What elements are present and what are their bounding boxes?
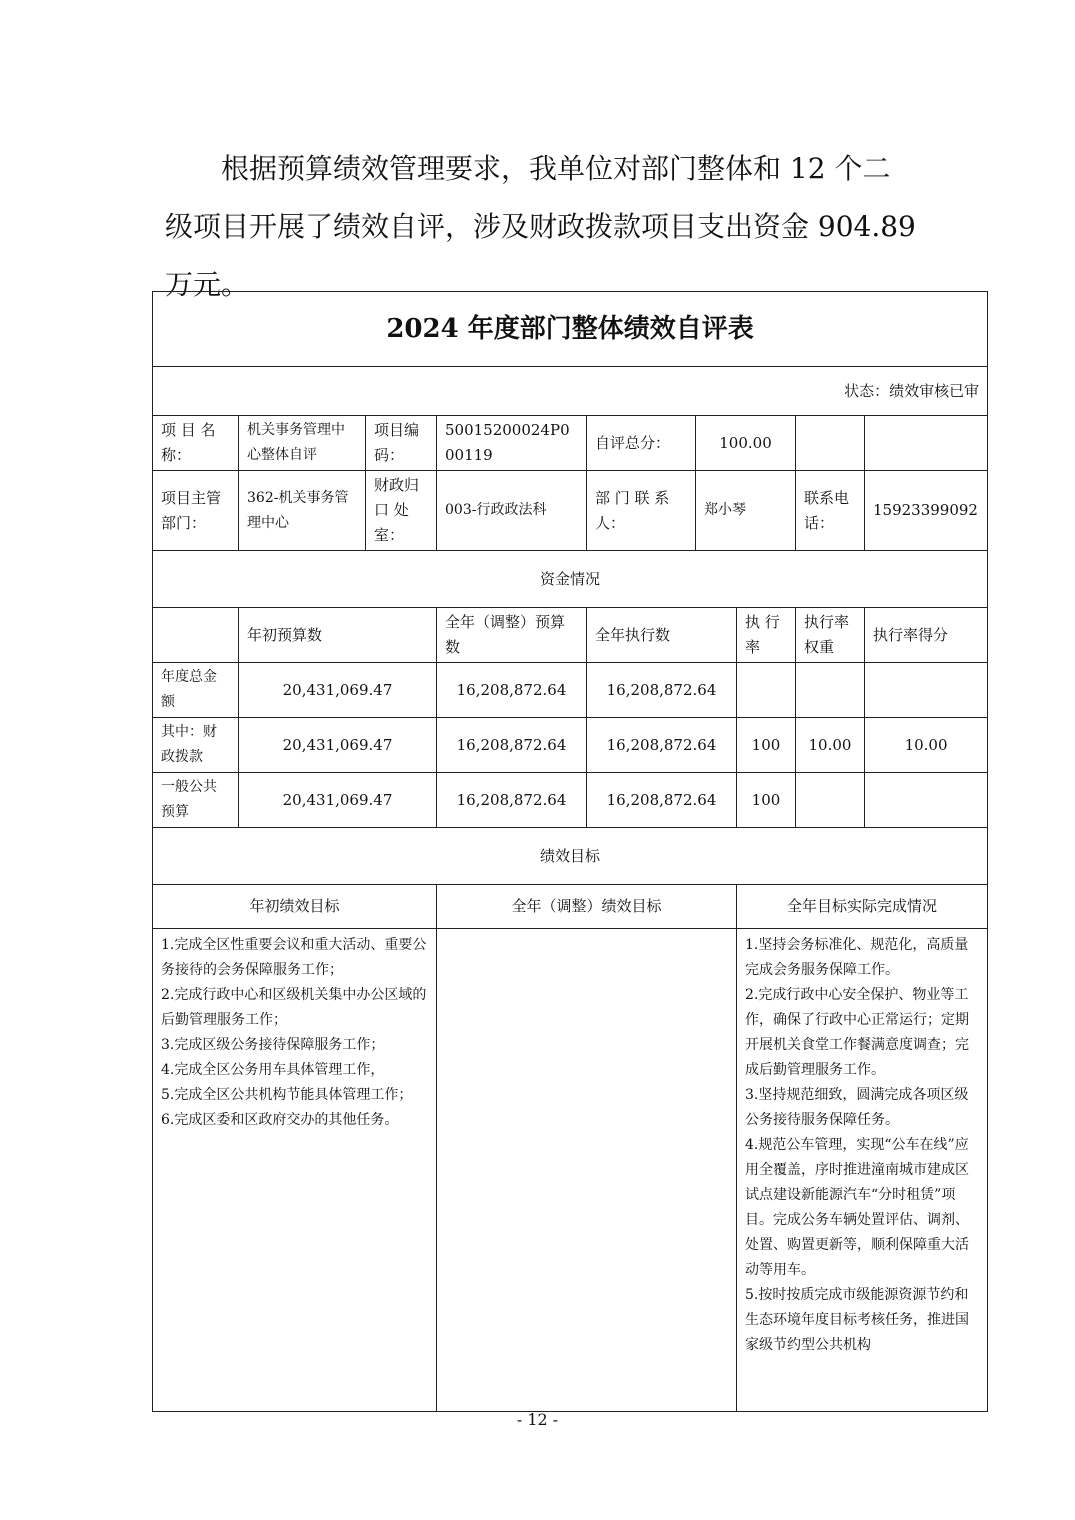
- dept-label: 项目主管部门：: [153, 471, 239, 551]
- project-code-label: 项目编码：: [366, 416, 437, 471]
- budget-executed: 16,208,872.64: [587, 718, 737, 773]
- perf-adjusted-goals: [437, 929, 737, 1412]
- execution-rate: 100: [737, 718, 796, 773]
- list-item: 4.规范公车管理，实现“公车在线”应用全覆盖，序时推进潼南城市建成区试点建设新能源汽车“分时租赁”项目。完成公务车辆处置评估、调剂、处置、购置更新等，顺利保障重大活动等用车。: [745, 1137, 969, 1278]
- table-title: 2024 年度部门整体绩效自评表: [153, 292, 988, 367]
- project-name-label: 项 目 名称：: [153, 416, 239, 471]
- perf-header-adjusted: 全年（调整）绩效目标: [437, 885, 737, 929]
- table-row: [153, 773, 988, 828]
- execution-rate: [737, 663, 796, 718]
- rate-weight: [796, 663, 865, 718]
- contact-label: 部 门 联 系人：: [587, 471, 696, 551]
- perf-actual-completion: [737, 929, 988, 1412]
- intro-line-1: 根据预算绩效管理要求，我单位对部门整体和 12 个二: [221, 152, 891, 185]
- list-item: 1.完成全区性重要会议和重大活动、重要公务接待的会务保障服务工作；: [161, 937, 427, 978]
- status-text: 状态：绩效审核已审: [153, 367, 988, 416]
- funds-header: 全年执行数: [587, 608, 737, 663]
- funds-header: [153, 608, 239, 663]
- list-item: 1.坚持会务标准化、规范化，高质量完成会务服务保障工作。: [745, 937, 969, 978]
- table-row: [153, 663, 988, 718]
- row-label: 年度总金额: [153, 663, 239, 718]
- budget-initial: 20,431,069.47: [239, 663, 437, 718]
- empty-cell: [865, 416, 988, 471]
- project-code-value: 50015200024P000119: [437, 416, 587, 471]
- rate-score: 10.00: [865, 718, 988, 773]
- row-label: 其中：财政拨款: [153, 718, 239, 773]
- empty-cell: [796, 416, 865, 471]
- list-item: 5.按时按质完成市级能源资源节约和生态环境年度目标考核任务，推进国家级节约型公共机构: [745, 1287, 969, 1353]
- contact-value: 郑小琴: [696, 471, 796, 551]
- budget-initial: 20,431,069.47: [239, 773, 437, 828]
- dept-value: 362-机关事务管理中心: [239, 471, 366, 551]
- row-label: 一般公共预算: [153, 773, 239, 828]
- list-item: 4.完成全区公务用车具体管理工作，: [161, 1062, 385, 1078]
- funds-header: 全年（调整）预算数: [437, 608, 587, 663]
- score-label: 自评总分：: [587, 416, 696, 471]
- perf-initial-goals: [153, 929, 437, 1412]
- table-row: [153, 718, 988, 773]
- phone-value: 15923399092: [865, 471, 988, 551]
- perf-header-actual: 全年目标实际完成情况: [737, 885, 988, 929]
- finance-label: 财政归口 处室：: [366, 471, 437, 551]
- funds-header: 执行率权重: [796, 608, 865, 663]
- project-name-value: 机关事务管理中心整体自评: [239, 416, 366, 471]
- page-number: - 12 -: [516, 1410, 559, 1429]
- funds-header: 年初预算数: [239, 608, 437, 663]
- list-item: 3.坚持规范细致，圆满完成各项区级公务接待服务保障任务。: [745, 1087, 969, 1128]
- list-item: 3.完成区级公务接待保障服务工作；: [161, 1037, 385, 1053]
- list-item: 6.完成区委和区政府交办的其他任务。: [161, 1112, 399, 1128]
- rate-weight: [796, 773, 865, 828]
- self-evaluation-table: [152, 291, 988, 1412]
- budget-adjusted: 16,208,872.64: [437, 718, 587, 773]
- budget-initial: 20,431,069.47: [239, 718, 437, 773]
- budget-adjusted: 16,208,872.64: [437, 773, 587, 828]
- intro-line-2: 级项目开展了绩效自评，涉及财政拨款项目支出资金 904.89: [165, 210, 916, 243]
- rate-score: [865, 663, 988, 718]
- phone-label: 联系电话：: [796, 471, 865, 551]
- list-item: 2.完成行政中心和区级机关集中办公区域的后勤管理服务工作；: [161, 987, 427, 1028]
- funds-header: 执 行率: [737, 608, 796, 663]
- score-value: 100.00: [696, 416, 796, 471]
- intro-paragraph: [165, 140, 925, 314]
- budget-adjusted: 16,208,872.64: [437, 663, 587, 718]
- execution-rate: 100: [737, 773, 796, 828]
- intro-line-3: 万元。: [165, 268, 250, 301]
- perf-header-initial: 年初绩效目标: [153, 885, 437, 929]
- finance-value: 003-行政政法科: [437, 471, 587, 551]
- budget-executed: 16,208,872.64: [587, 663, 737, 718]
- perf-section-title: 绩效目标: [153, 828, 988, 885]
- list-item: 5.完成全区公共机构节能具体管理工作；: [161, 1087, 413, 1103]
- funds-section-title: 资金情况: [153, 551, 988, 608]
- rate-score: [865, 773, 988, 828]
- list-item: 2.完成行政中心安全保护、物业等工作，确保了行政中心正常运行；定期开展机关食堂工作餐满意度调查；完成后勤管理服务工作。: [745, 987, 969, 1078]
- funds-header: 执行率得分: [865, 608, 988, 663]
- budget-executed: 16,208,872.64: [587, 773, 737, 828]
- rate-weight: 10.00: [796, 718, 865, 773]
